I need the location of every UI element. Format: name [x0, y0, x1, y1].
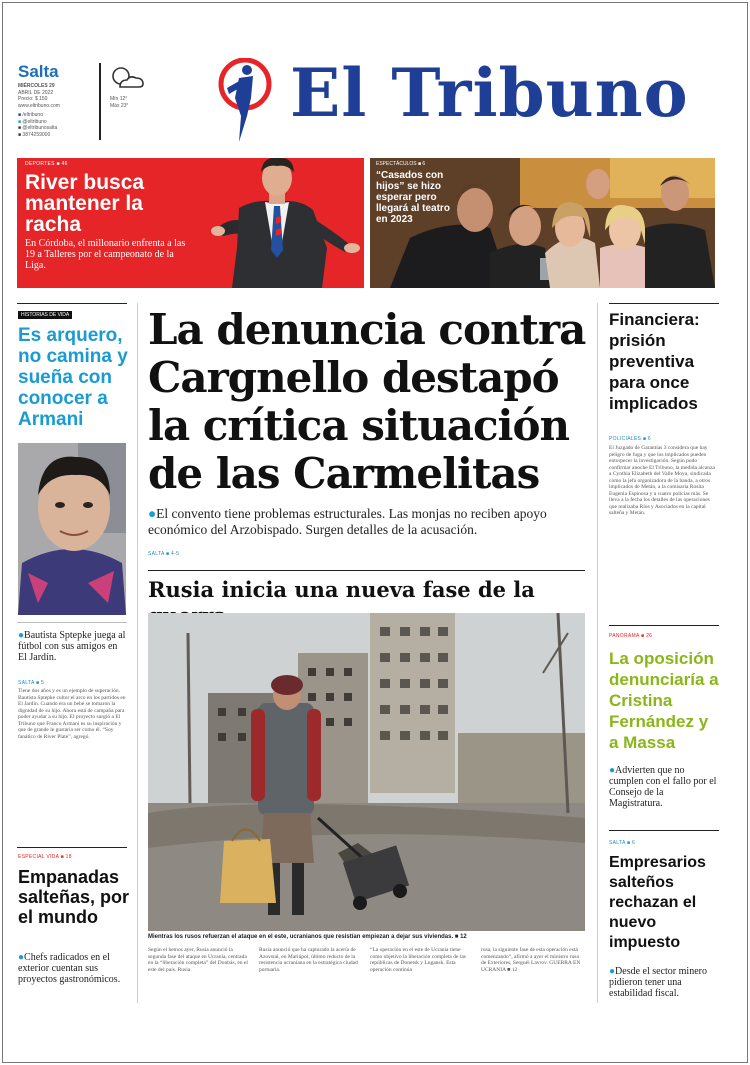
rusia-column-3: “La operación en el este de Ucrania tiene como objetivo la liberación completa de las repúblicas de Donetsk y Lugansk. Esta operación continúa — [370, 947, 466, 973]
financiera-body: El Juzgado de Garantías 3 considera que hay peligro de fuga y que los implicados pueden entorpecer la investigación. Según pudo confirmar anoche El Tribuno, la medida alcanza a Cynthia Elizabeth del Valle Moya, sindicada como la jefa organizadora de la banda, a otros implicados de Metán, a la comisaria Rosita Eugenia Espinosa y a cuatro policías más. Se lleva a la fecha los detalles de las operaciones que realizaba Ríos y Asociados en la capital salteña y Metán. — [609, 445, 715, 516]
rusia-column-2: Rusia anunció que ha capturado la acería de Azovstal, en Mariúpol, último reducto de la resistencia ucraniana en la estratégica ciudad portuaria. — [259, 947, 358, 973]
max-temp: Máx 23° — [110, 102, 129, 109]
right-rule-2 — [609, 830, 719, 831]
facebook-icon: ■ — [18, 112, 23, 118]
empanadas-headline[interactable]: Empanadas salteñas, por el mundo — [18, 867, 130, 927]
temperature-block — [110, 96, 128, 109]
arquero-headline[interactable]: Es arquero, no camina y sueña con conocer a Armani — [18, 325, 128, 430]
left-rule — [17, 622, 127, 623]
oposicion-headline[interactable]: La oposición denunciaría a Cristina Fernández y a Massa — [609, 649, 719, 752]
oposicion-bullet: ●Advierten que no cumplen con el fallo por el Consejo de la Magistratura. — [609, 765, 717, 809]
arquero-bullet: ●Bautista Sptepke juega al fútbol con sus amigos en El Jardín. — [18, 630, 126, 663]
left-rule-2 — [17, 847, 127, 848]
arquero-body: Tiene dos años y es un ejemplo de superación. Bautista Sptepke cultor el arco en los partidos en El Jardín. Cuando era un bebé se tomaron la dignidad de su hijo. Ahora está de campaña para poder ayudar a su hijo. El proyecto surgió a El Tribuno que Franco Armani es su inspiración y que de grande le gustaría ser como él. “Soy fanático de River Plate”, agregó. — [18, 688, 126, 740]
date-block — [18, 83, 98, 109]
center-rule — [148, 570, 585, 571]
partly-cloudy-icon — [108, 65, 146, 91]
boy-photo — [18, 443, 126, 615]
masthead-logo[interactable]: El Tribuno — [290, 54, 689, 132]
panorama-section-tag: PANORAMA ■ 26 — [609, 633, 653, 639]
financiera-section-tag: POLICIALES ■ 6 — [609, 436, 651, 442]
celebrity-promo[interactable] — [370, 158, 715, 288]
coach-photo — [177, 158, 364, 288]
rusia-column-1: Según el hemos ayer, Rusia anunció la segunda fase del ataque en Ucrania, centrada en la “liberación completa” del Donbás, en el este del país. Rusia — [148, 947, 248, 973]
main-headline[interactable]: La denuncia contra Cargnello destapó la crítica situación de las Carmelitas — [148, 305, 586, 498]
left-section-tag: HISTORIAS DE VIDA — [18, 311, 72, 319]
celebrity-section-tag: ESPECTÁCULOS ■ 6 — [376, 161, 426, 167]
price-line: Precio: $ 150 — [18, 96, 48, 102]
website-link[interactable]: www.eltribuno.com — [18, 102, 60, 109]
left-top-rule — [17, 303, 127, 304]
social-block — [18, 112, 98, 138]
rusia-headline[interactable]: Rusia inicia una nueva fase de la — [148, 577, 535, 602]
date-line: ABRIL DE 2022 — [18, 89, 54, 96]
right-column-divider — [597, 303, 598, 1003]
financiera-headline[interactable]: Financiera: prisión preventiva para once implicados — [609, 310, 700, 413]
rusia-column-4: rusa, la siguiente fase de esta operación está comenzando”, afirmó a ayer el ministro ruso de Exteriores, Serguéi Lavrov. GUERRA EN UCRANIA ■ 12 — [481, 947, 581, 973]
right-rule-1 — [609, 625, 719, 626]
war-photo — [148, 613, 585, 931]
left-column-divider — [137, 303, 138, 1003]
logo-emblem-icon — [217, 58, 273, 144]
celebrity-headline[interactable]: “Casados con hijos” se hizo esperar pero llegará al teatro en 2023 — [376, 170, 450, 225]
date-line: MIÉRCOLES 29 — [18, 83, 55, 89]
empresarios-headline[interactable]: Empresarios salteños rechazan el nuevo impuesto — [609, 854, 706, 951]
instagram-icon: ■ — [18, 125, 23, 131]
social-instagram[interactable]: ■ @eltribunosalta — [18, 125, 58, 131]
main-dek: ●El convento tiene problemas estructurales. Las monjas no reciben apoyo económico del Arzobispado. Surgen detalles de la acusación. — [148, 506, 547, 537]
social-whatsapp[interactable]: ■ 3874259000 — [18, 131, 51, 138]
river-section-tag: DEPORTES ■ 46 — [25, 161, 68, 167]
whatsapp-icon: ■ — [18, 131, 23, 138]
twitter-icon: ■ — [18, 118, 23, 125]
empresarios-bullet: ●Desde el sector minero pidieron tener una estabilidad fiscal. — [609, 966, 707, 999]
social-twitter[interactable]: ■ @eltribuno — [18, 118, 47, 125]
river-promo[interactable] — [17, 158, 364, 288]
social-facebook[interactable]: ■ /eltribuno — [18, 112, 43, 118]
min-temp: Mín 12° — [110, 96, 128, 102]
masthead-divider — [99, 63, 101, 140]
empanadas-bullet: ●Chefs radicados en el exterior cuentan sus proyectos gastronómicos. — [18, 952, 121, 985]
arquero-section-tag: SALTA ■ 5 — [18, 680, 45, 686]
empanadas-section-tag: ESPECIAL VIDA ■ 18 — [18, 854, 72, 860]
main-section-tag: SALTA ■ 4-5 — [148, 551, 180, 557]
river-dek: En Córdoba, el millonario enfrenta a las 19 a Talleres por el campeonato de la Liga. — [25, 238, 186, 271]
river-headline[interactable]: River busca mantener la racha — [25, 171, 145, 236]
right-top-rule — [609, 303, 719, 304]
empresarios-section-tag: SALTA ■ 6 — [609, 840, 636, 846]
city-name: Salta — [18, 62, 59, 81]
photo-caption: Mientras los rusos refuerzan el ataque en el este, ucranianos que resistían empiezan a dejar sus viviendas. ■ 12 — [148, 934, 467, 940]
